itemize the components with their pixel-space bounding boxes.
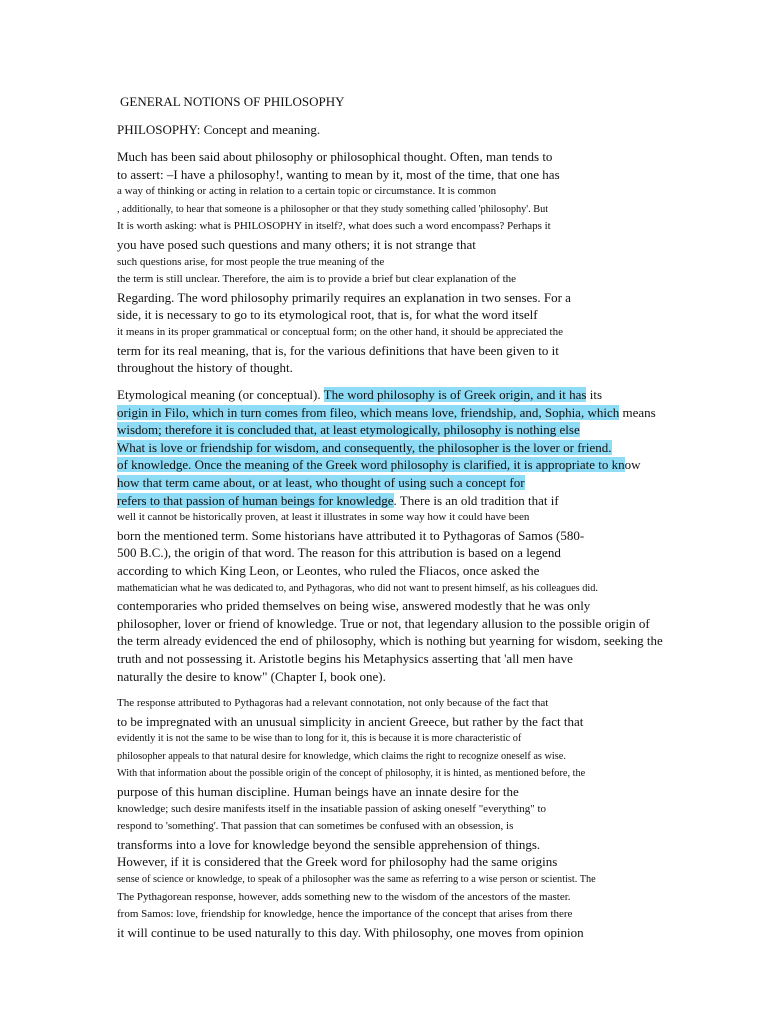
section-heading: PHILOSOPHY: Concept and meaning. [117,122,321,137]
text-line: term for its real meaning, that is, for the various definitions that have been given to it [117,342,559,358]
text-line: truth and not possessing it. Aristotle begins his Metaphysics asserting that 'all men have [117,650,573,666]
text-line: throughout the history of thought. [117,360,293,376]
text-line [117,439,757,457]
highlighted-text: how that term came about, or at least, who thought of using such a concept for [117,474,525,490]
text-line: purpose of this human discipline. Human beings have an innate desire for the [117,783,519,799]
text-line: the term is still unclear. Therefore, the aim is to provide a brief but clear explanation of the [117,273,517,286]
text-line: according to which King Leon, or Leontes, who ruled the Fliacos, once asked the [117,562,540,578]
text-line [117,386,757,404]
text-line [117,492,757,510]
text-line: , additionally, to hear that someone is a philosopher or that they study something called 'philosophy'. But [117,203,549,215]
line-text: ow [624,457,641,473]
text-line: a way of thinking or acting in relation to a certain topic or circumstance. It is common [117,185,497,198]
highlighted-text: of knowledge. Once the meaning of the Greek word philosophy is clarified, it is appropriate to kn [117,457,625,473]
highlighted-text: refers to that passion of human beings for knowledge [117,492,394,508]
text-line [117,404,757,422]
text-line: philosopher, lover or friend of knowledge. True or not, that legendary allusion to the possible origin of [117,615,650,631]
text-line [117,456,757,474]
text-line: the term already evidenced the end of philosophy, which is nothing but yearning for wisdom, seeking the [117,633,663,649]
text-line: Much has been said about philosophy or philosophical thought. Often, man tends to [117,149,553,164]
text-line: The Pythagorean response, however, adds something new to the wisdom of the ancestors of the master. [117,890,571,903]
text-line: mathematician what he was dedicated to, and Pythagoras, who did not want to present himself, as his colleagues did. [117,582,598,594]
text-line: Regarding. The word philosophy primarily requires an explanation in two senses. For a [117,289,571,305]
text-line: born the mentioned term. Some historians have attributed it to Pythagoras of Samos (580- [117,527,585,543]
text-line: knowledge; such desire manifests itself in the insatiable passion of asking oneself "everything" to [117,802,547,815]
text-line: The response attributed to Pythagoras had a relevant connotation, not only because of the fact that [117,697,549,709]
text-line: It is worth asking: what is PHILOSOPHY in itself?, what does such a word encompass? Perhaps it [117,220,551,233]
text-line: With that information about the possible origin of the concept of philosophy, it is hinted, as mentioned before, the [117,768,586,780]
text-line: you have posed such questions and many others; it is not strange that [117,236,476,252]
text-line: 500 B.C.), the origin of that word. The reason for this attribution is based on a legend [117,545,561,561]
highlighted-text: The word philosophy is of Greek origin, and it has [323,387,587,402]
highlighted-text: origin in Filo, which in turn comes from fileo, which means love, friendship, and, Sophia, which [117,404,620,420]
text-line: respond to 'something'. That passion that can sometimes be confused with an obsession, is [117,820,514,833]
text-line: philosopher appeals to that natural desire for knowledge, which claims the right to recognize oneself as wise. [117,750,566,762]
text-line: evidently it is not the same to be wise than to long for it, this is because it is more characteristic of [117,733,522,745]
text-line: it means in its proper grammatical or conceptual form; on the other hand, it should be appreciated the [117,325,563,338]
highlighted-text: wisdom; therefore it is concluded that, at least etymologically, philosophy is nothing else [117,422,580,438]
document-title: GENERAL NOTIONS OF PHILOSOPHY [120,94,345,109]
line-text: its [586,387,603,402]
text-line: transforms into a love for knowledge beyond the sensible apprehension of things. [117,836,541,852]
text-line: it will continue to be used naturally to this day. With philosophy, one moves from opinion [117,924,584,940]
text-line: to assert: –I have a philosophy!, wanting to mean by it, most of the time, that one has [117,166,560,182]
text-line: from Samos: love, friendship for knowledge, hence the importance of the concept that arises from there [117,908,573,921]
text-line: contemporaries who prided themselves on being wise, answered modestly that he was only [117,598,591,614]
text-line [117,474,757,492]
line-text: means [619,404,656,420]
text-line: such questions arise, for most people the true meaning of the [117,255,385,268]
line-text: Etymological meaning (or conceptual). [117,387,324,402]
text-line: side, it is necessary to go to its etymological root, that is, for what the word itself [117,307,538,323]
text-line: to be impregnated with an unusual simplicity in ancient Greece, but rather by the fact that [117,713,584,729]
text-line: well it cannot be historically proven, at least it illustrates in some way how it could have been [117,511,530,524]
line-text: . There is an old tradition that if [393,492,559,508]
paragraph-intro [117,148,757,377]
text-line: However, if it is considered that the Greek word for philosophy had the same origins [117,854,558,870]
highlighted-text: What is love or friendship for wisdom, and consequently, the philosopher is the lover or friend. [117,439,612,455]
paragraph-etymology [117,386,757,685]
paragraph-pythagoras [117,695,757,941]
text-line [117,421,757,439]
text-line: sense of science or knowledge, to speak of a philosopher was the same as referring to a wise person or scientist. The [117,873,596,885]
text-line: naturally the desire to know" (Chapter I, book one). [117,668,386,684]
